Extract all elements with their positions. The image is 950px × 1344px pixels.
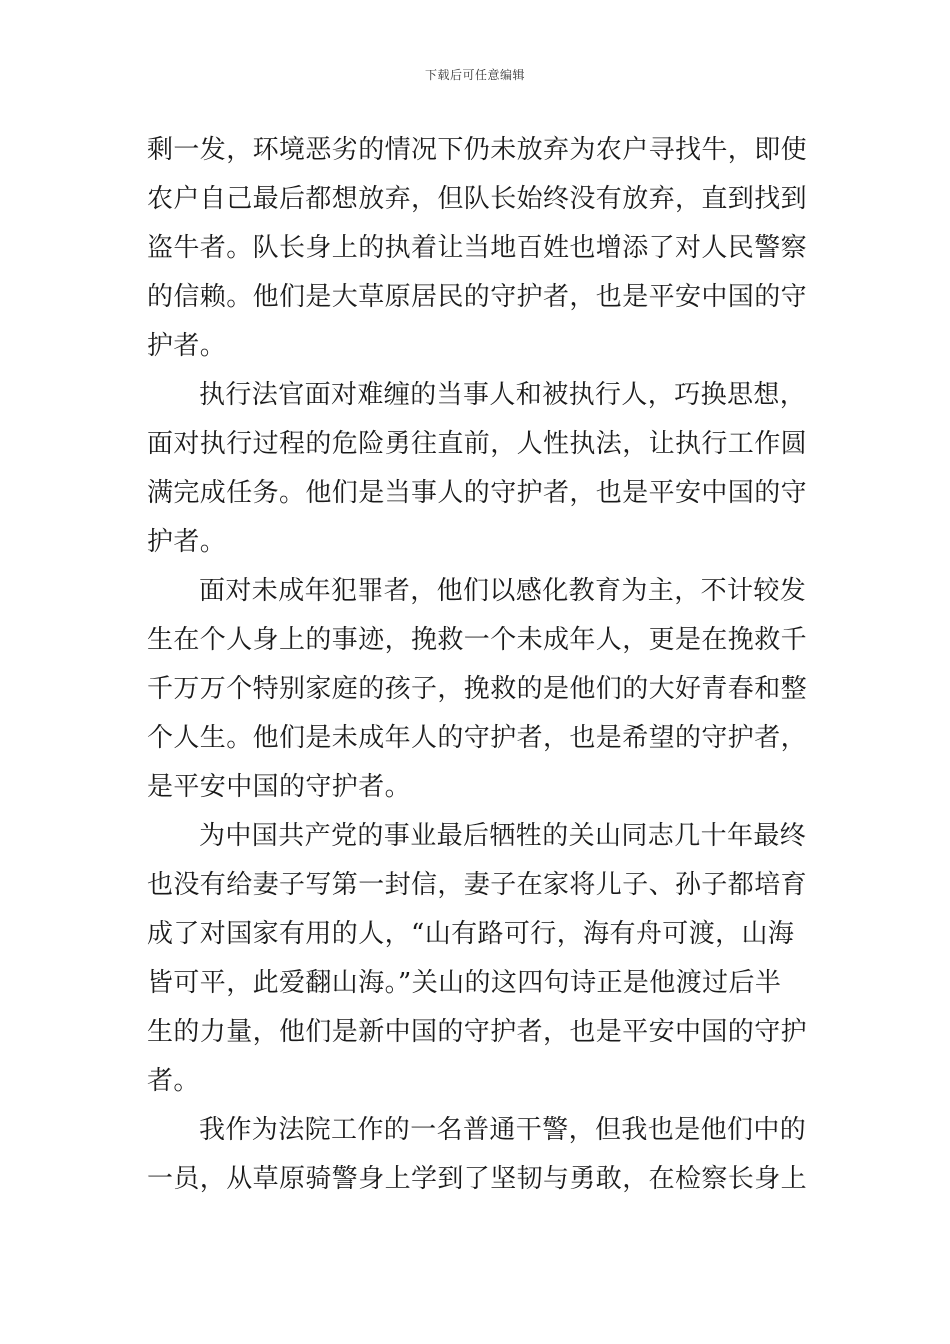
text-line: 满完成任务。他们是当事人的守护者，也是平安中国的守 bbox=[147, 478, 808, 508]
paragraph bbox=[147, 126, 807, 371]
text-line: 为中国共产党的事业最后牺牲的关山同志几十年最终 bbox=[199, 821, 807, 851]
text-line: 生的力量，他们是新中国的守护者，也是平安中国的守护 bbox=[147, 1017, 808, 1047]
text-line: 我作为法院工作的一名普通干警，但我也是他们中的 bbox=[199, 1115, 807, 1145]
paragraph bbox=[147, 567, 807, 812]
text-line: 护者。 bbox=[147, 331, 227, 361]
text-line: 的信赖。他们是大草原居民的守护者，也是平安中国的守 bbox=[147, 282, 808, 312]
text-line: 也没有给妻子写第一封信，妻子在家将儿子、孙子都培育 bbox=[147, 870, 808, 900]
text-line: 是平安中国的守护者。 bbox=[147, 772, 412, 802]
paragraph bbox=[147, 371, 807, 567]
text-line: 执行法官面对难缠的当事人和被执行人，巧换思想， bbox=[199, 380, 807, 410]
page-header: 下载后可任意编辑 bbox=[424, 68, 525, 82]
document-body bbox=[147, 126, 807, 1204]
text-line: 千万万个特别家庭的孩子，挽救的是他们的大好青春和整 bbox=[147, 674, 808, 704]
text-line: 者。 bbox=[147, 1066, 200, 1096]
paragraph bbox=[147, 812, 807, 1106]
text-line: 剩一发，环境恶劣的情况下仍未放弃为农户寻找牛，即使 bbox=[147, 135, 808, 165]
text-line: 农户自己最后都想放弃，但队长始终没有放弃，直到找到 bbox=[147, 184, 808, 214]
text-line: 皆可平，此爱翻山海。”关山的这四句诗正是他渡过后半 bbox=[147, 968, 782, 998]
text-line: 护者。 bbox=[147, 527, 227, 557]
text-line: 面对执行过程的危险勇往直前，人性执法，让执行工作圆 bbox=[147, 429, 808, 459]
paragraph bbox=[147, 1106, 807, 1204]
text-line: 个人生。他们是未成年人的守护者，也是希望的守护者， bbox=[147, 723, 808, 753]
text-line: 面对未成年犯罪者，他们以感化教育为主，不计较发 bbox=[199, 576, 807, 606]
text-line: 盗牛者。队长身上的执着让当地百姓也增添了对人民警察 bbox=[147, 233, 808, 263]
text-line: 成了对国家有用的人，“山有路可行，海有舟可渡，山海 bbox=[147, 919, 795, 949]
text-line: 生在个人身上的事迹，挽救一个未成年人，更是在挽救千 bbox=[147, 625, 808, 655]
text-line: 一员，从草原骑警身上学到了坚韧与勇敢，在检察长身上 bbox=[147, 1164, 808, 1194]
